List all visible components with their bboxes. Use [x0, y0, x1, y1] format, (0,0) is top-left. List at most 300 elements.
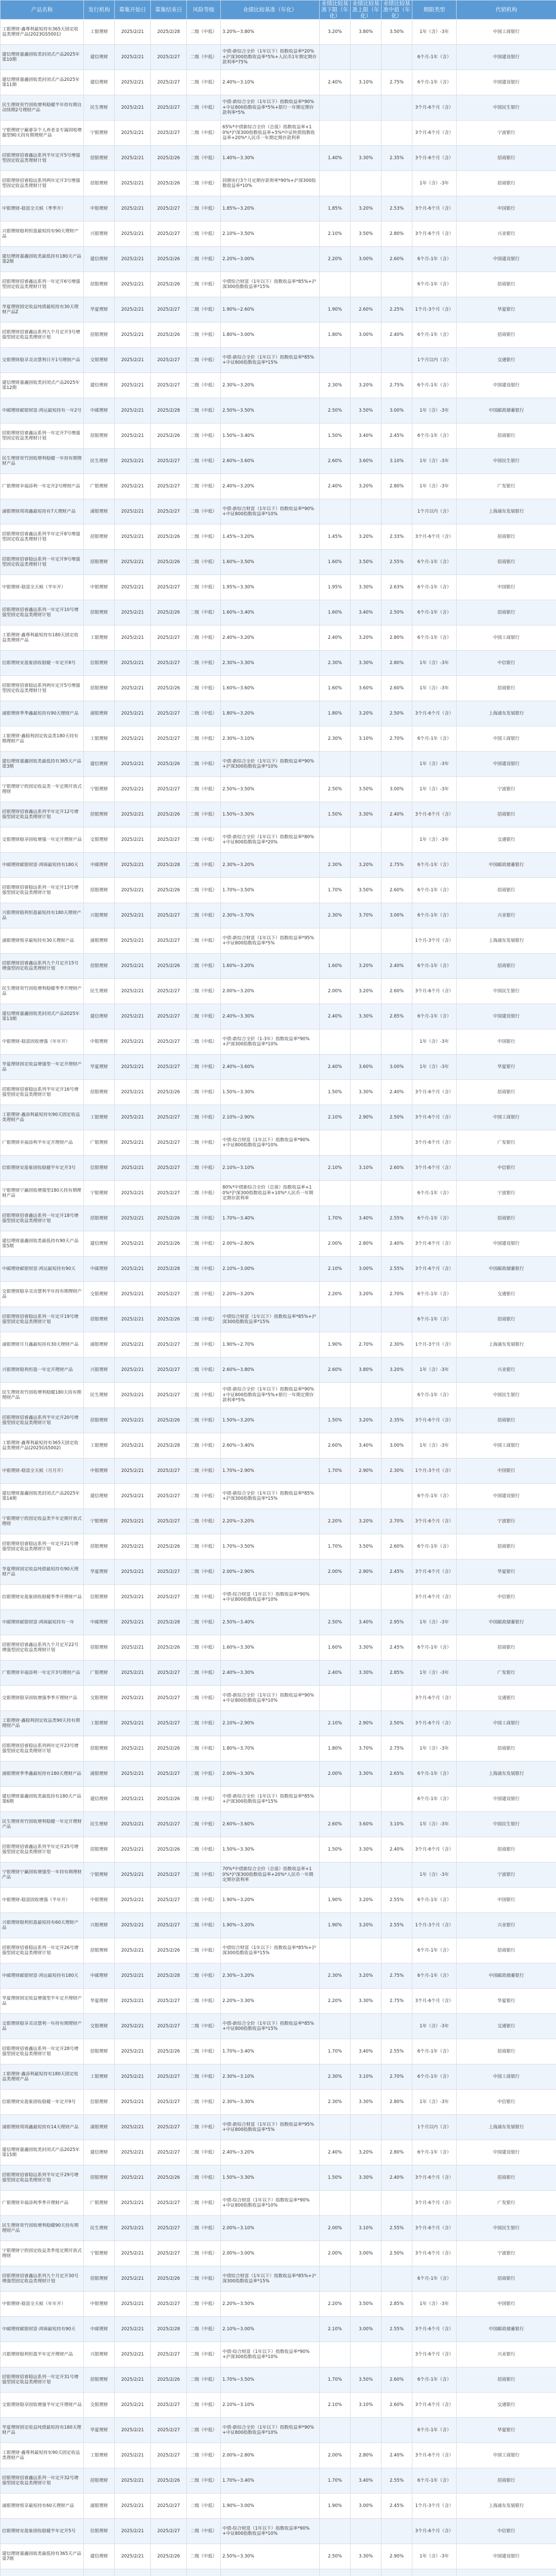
cell-product-name [1, 2266, 84, 2292]
cell-benchmark-mid: 2.75% [381, 373, 412, 398]
cell-benchmark-high: 2.70% [351, 1332, 381, 1358]
cell-product-name-text: 信银理财安盈象固收稳健一年定开8号 [2, 660, 76, 666]
cell-product-name-text: 招银理财招睿稳远系列两年定开23号增强型固定收益类理财计划 [2, 1743, 79, 1754]
cell-start-date: 2025/2/21 [115, 550, 151, 575]
cell-product-name-text: 工银理财·鑫尊利最短持有365天固定收益类理财产品(2023GS5001) [2, 26, 79, 37]
cell-benchmark [221, 272, 320, 297]
cell-risk-level [187, 2569, 221, 2576]
cell-start-date: 2025/2/21 [115, 1433, 151, 1459]
cell-term-type: 3个月-6个月（含） [412, 1257, 457, 1282]
cell-start-date: 2025/2/21 [115, 2165, 151, 2191]
cell-product-name [1, 676, 84, 701]
cell-benchmark-text: 1.50%~3.40% [222, 433, 254, 438]
cell-product-name [1, 701, 84, 726]
cell-benchmark [221, 1963, 320, 1989]
cell-issuer: 中邮理财 [84, 2317, 115, 2342]
cell-benchmark-mid: 3.00% [381, 777, 412, 802]
cell-start-date: 2025/2/21 [115, 1711, 151, 1736]
cell-product-name [1, 1787, 84, 1812]
cell-benchmark-low [320, 272, 351, 297]
cell-issuer: 华夏理财 [84, 297, 115, 323]
cell-product-name [1, 1761, 84, 1787]
cell-benchmark-high [351, 2418, 381, 2443]
cell-agent: 华夏银行 [457, 2418, 556, 2443]
cell-start-date: 2025/2/21 [115, 1938, 151, 1963]
table-row [1, 2494, 556, 2519]
cell-start-date: 2025/2/21 [115, 474, 151, 499]
cell-risk-level: 二级（中低） [187, 1888, 221, 1913]
cell-issuer: 工银理财 [84, 1105, 115, 1130]
cell-term-type: 6个月-1年（含） [412, 70, 457, 95]
cell-benchmark [221, 651, 320, 676]
cell-product-name [1, 2064, 84, 2090]
cell-product-name-text: 招银理财招睿鑫远系列九个月定开3号增强型固定收益类理财计划 [2, 329, 80, 340]
cell-benchmark [221, 550, 320, 575]
cell-risk-level: 二级（中低） [187, 878, 221, 903]
cell-product-name-text: 中银理财-稳富全天候（半年开） [2, 584, 66, 590]
cell-benchmark-low: 1.50% [320, 1080, 351, 1105]
cell-risk-level: 二级（中低） [187, 2367, 221, 2393]
cell-issuer: 招银理财 [84, 1307, 115, 1332]
cell-benchmark-low: 1.40% [320, 146, 351, 171]
cell-benchmark-text: 中债-综合财富（1年以下）指数收益率*90%+中证800指数收益率*10% [222, 1137, 310, 1148]
cell-risk-level: 二级（中低） [187, 398, 221, 423]
cell-risk-level: 二级（中低） [187, 1787, 221, 1812]
cell-issuer: 工银理财 [84, 1711, 115, 1736]
cell-risk-level: 二级（中低） [187, 247, 221, 272]
cell-start-date: 2025/2/21 [115, 1080, 151, 1105]
cell-end-date [151, 2569, 187, 2576]
cell-product-name [1, 575, 84, 600]
cell-end-date: 2025/2/27 [151, 625, 187, 651]
table-row [1, 1408, 556, 1433]
cell-term-type: 6个月-1年（含） [412, 1938, 457, 1963]
cell-term-type: 3个月-6个月（含） [412, 1080, 457, 1105]
cell-product-name-text: 兴银理财稳利恒盈半年定开理财产品 [2, 2351, 73, 2357]
cell-term-type: 1年（含）-3年 [412, 777, 457, 802]
cell-agent: 中国邮政储蓄银行 [457, 853, 556, 878]
cell-product-name-text: 广银理财幸福添利季季开理财产品 [2, 2200, 68, 2206]
cell-term-type: 3个月-6个月（含） [412, 1509, 457, 1534]
cell-product-name [1, 70, 84, 95]
cell-issuer: 招银理财 [84, 1206, 115, 1231]
cell-benchmark-high: 3.10% [351, 2064, 381, 2090]
cell-end-date: 2025/2/27 [151, 70, 187, 95]
header-end-date: 募集结束日 [151, 1, 187, 20]
cell-benchmark-text: 中债-综合财富（1年以下）指数收益率*90%+中证800指数收益率*10% [222, 2197, 310, 2208]
cell-benchmark [221, 348, 320, 373]
cell-benchmark-mid: 2.60% [381, 2393, 412, 2418]
cell-risk-level: 二级（中低） [187, 348, 221, 373]
cell-benchmark [221, 1181, 320, 1206]
cell-product-name [1, 1888, 84, 1913]
cell-benchmark-high: 3.70% [351, 1736, 381, 1761]
cell-product-name [1, 373, 84, 398]
cell-start-date: 2025/2/21 [115, 878, 151, 903]
cell-term-type: 1年（含）-3年 [412, 1610, 457, 1635]
table-row [1, 1534, 556, 1560]
cell-end-date: 2025/2/26 [151, 2468, 187, 2494]
cell-risk-level: 二级（中低） [187, 2266, 221, 2292]
table-row [1, 499, 556, 524]
table-row [1, 1963, 556, 1989]
cell-product-name-text: 中邮理财邮银财富·鸿运最短持有90天 [2, 1266, 76, 1272]
cell-benchmark-low: 1.70% [320, 2468, 351, 2494]
cell-risk-level: 二级（中低） [187, 1686, 221, 1711]
cell-end-date: 2025/2/27 [151, 2393, 187, 2418]
cell-benchmark-high: 3.50% [351, 777, 381, 802]
cell-end-date: 2025/2/27 [151, 1585, 187, 1610]
cell-benchmark-mid: 2.90% [381, 2544, 412, 2569]
cell-benchmark [221, 297, 320, 323]
cell-benchmark-text: 1.60%~3.30% [222, 1645, 254, 1650]
cell-benchmark-mid [381, 827, 412, 853]
cell-issuer: 建信理财 [84, 2140, 115, 2165]
cell-agent: 中国建设银行 [457, 247, 556, 272]
cell-term-type: 1年（含）-3年 [412, 1812, 457, 1837]
cell-term-type: 1年（含）-3年 [412, 398, 457, 423]
cell-benchmark-low: 1.50% [320, 423, 351, 449]
cell-benchmark-mid [381, 499, 412, 524]
cell-product-name [1, 1358, 84, 1383]
cell-benchmark-mid: 2.40% [381, 2443, 412, 2468]
cell-risk-level: 二级（中低） [187, 1055, 221, 1080]
cell-product-name [1, 423, 84, 449]
cell-product-name [1, 247, 84, 272]
cell-issuer: 兴银理财 [84, 222, 115, 247]
table-header [1, 1, 556, 20]
table-row [1, 1181, 556, 1206]
cell-benchmark-high: 3.30% [351, 2544, 381, 2569]
cell-product-name-text: 宁银理财宁赢睿享个人养老金专属固收增强型90天持有期理财产品 [2, 127, 82, 138]
cell-benchmark-low: 2.20% [320, 1282, 351, 1307]
cell-benchmark [221, 323, 320, 348]
cell-benchmark-high [351, 2519, 381, 2544]
cell-issuer: 中邮理财 [84, 398, 115, 423]
cell-term-type: 6个月-1年（含） [412, 1282, 457, 1307]
cell-risk-level: 二级（中低） [187, 2039, 221, 2064]
cell-product-name [1, 2140, 84, 2165]
cell-issuer: 建信理财 [84, 1787, 115, 1812]
cell-start-date: 2025/2/21 [115, 625, 151, 651]
header-start-date: 募集开始日 [115, 1, 151, 20]
cell-benchmark-high [351, 1686, 381, 1711]
cell-benchmark-mid: 2.50% [381, 2241, 412, 2266]
cell-benchmark-high [351, 121, 381, 146]
cell-agent: 中信银行 [457, 1585, 556, 1610]
cell-issuer: 招银理财 [84, 2468, 115, 2494]
cell-end-date: 2025/2/27 [151, 2494, 187, 2519]
cell-term-type: 6个月-1年（含） [412, 1206, 457, 1231]
cell-benchmark-mid: 2.40% [381, 954, 412, 979]
cell-issuer: 兴银理财 [84, 1913, 115, 1938]
cell-product-name [1, 827, 84, 853]
cell-product-name [1, 1004, 84, 1029]
cell-term-type: 1年（含）-3年 [412, 1862, 457, 1888]
cell-product-name-text: 华夏理财固定收益增强型半年定开理财产品 [2, 1995, 82, 2006]
cell-product-name-text: 建信理财嘉鑫固收类最低持有365天产品第3期 [2, 758, 81, 769]
cell-issuer: 中邮理财 [84, 1257, 115, 1282]
cell-benchmark-mid [381, 2191, 412, 2216]
cell-benchmark-mid: 3.00% [381, 903, 412, 928]
cell-risk-level: 二级（中低） [187, 1963, 221, 1989]
table-row [1, 701, 556, 726]
cell-start-date: 2025/2/21 [115, 1837, 151, 1862]
cell-benchmark-high: 3.80% [351, 1358, 381, 1383]
cell-benchmark [221, 1888, 320, 1913]
cell-risk-level: 二级（中低） [187, 1761, 221, 1787]
cell-benchmark-text: 1.60%~3.50% [222, 559, 254, 565]
cell-product-name [1, 1711, 84, 1736]
cell-issuer: 工银理财 [84, 726, 115, 752]
table-row [1, 1257, 556, 1282]
cell-product-name-text: 工银理财·鑫尊利最短持有365天固定收益类理财产品(2025GS5002) [2, 1440, 79, 1451]
table-row [1, 600, 556, 625]
cell-risk-level: 二级（中低） [187, 1459, 221, 1484]
cell-risk-level: 二级（中低） [187, 2494, 221, 2519]
cell-product-name [1, 1862, 84, 1888]
cell-agent: 招商银行 [457, 1736, 556, 1761]
cell-product-name [1, 2165, 84, 2191]
table-row [1, 903, 556, 928]
cell-benchmark [221, 1509, 320, 1534]
cell-agent: 招商银行 [457, 2468, 556, 2494]
cell-risk-level: 二级（中低） [187, 2443, 221, 2468]
cell-risk-level: 二级（中低） [187, 1812, 221, 1837]
cell-start-date: 2025/2/21 [115, 726, 151, 752]
cell-product-name-text: 信银理财安盈象固收稳健半年定开5号 [2, 2528, 76, 2534]
cell-benchmark-low: 2.00% [320, 979, 351, 1004]
cell-benchmark-mid: 2.80% [381, 651, 412, 676]
cell-risk-level: 二级（中低） [187, 827, 221, 853]
cell-benchmark [221, 1206, 320, 1231]
table-row [1, 222, 556, 247]
cell-benchmark-high: 3.50% [351, 1534, 381, 1560]
cell-product-name [1, 1383, 84, 1408]
cell-start-date: 2025/2/21 [115, 2014, 151, 2039]
cell-benchmark-low [320, 2266, 351, 2292]
cell-start-date: 2025/2/21 [115, 1812, 151, 1837]
table-row [1, 2140, 556, 2165]
cell-product-name-text: 工银理财·鑫添利最短持有180天固定收益类理财产品 [2, 2071, 79, 2082]
cell-agent: 招商银行 [457, 954, 556, 979]
cell-product-name-text: 浦银理财周周鑫最短持有14天理财产品 [2, 2124, 79, 2130]
cell-product-name [1, 2544, 84, 2569]
cell-benchmark-low: 2.30% [320, 726, 351, 752]
cell-agent: 宁波银行 [457, 1181, 556, 1206]
cell-benchmark-high: 3.20% [351, 979, 381, 1004]
cell-benchmark-text: 3.20%~3.80% [222, 29, 254, 35]
cell-issuer: 华夏理财 [84, 2418, 115, 2443]
cell-product-name-text: 兴银理财稳利恒盈最短持有180天理财产品 [2, 910, 81, 921]
cell-benchmark-high: 3.10% [351, 1156, 381, 1181]
cell-start-date: 2025/2/21 [115, 2367, 151, 2393]
cell-product-name [1, 550, 84, 575]
cell-agent: 兴业银行 [457, 222, 556, 247]
cell-benchmark-text: 1.90%~2.60% [222, 307, 254, 312]
cell-term-type: 6个月-1年（含） [412, 2140, 457, 2165]
cell-agent: 招商银行 [457, 878, 556, 903]
cell-end-date: 2025/2/26 [151, 1635, 187, 1660]
cell-issuer: 浦银理财 [84, 701, 115, 726]
cell-product-name-text: 华夏理财固定收益纯债最短持有180天理财产品 [2, 2425, 81, 2435]
cell-issuer: 建信理财 [84, 45, 115, 70]
cell-agent: 中国邮政储蓄银行 [457, 1610, 556, 1635]
cell-benchmark-low: 3.20% [320, 20, 351, 45]
cell-start-date: 2025/2/21 [115, 1585, 151, 1610]
cell-benchmark-high: 3.20% [351, 1509, 381, 1534]
table-row [1, 1913, 556, 1938]
cell-issuer: 招银理财 [84, 550, 115, 575]
cell-product-name [1, 2014, 84, 2039]
cell-product-name [1, 1963, 84, 1989]
cell-benchmark [221, 701, 320, 726]
cell-issuer: 华夏理财 [84, 1989, 115, 2014]
cell-benchmark-text: 2.50%~3.50% [222, 408, 254, 413]
cell-benchmark-high [351, 95, 381, 121]
cell-product-name-text: 招银理财招睿稳远系列一年定开13号增强型固定收益类理财计划 [2, 885, 79, 895]
cell-agent: 中国邮政储蓄银行 [457, 1963, 556, 1989]
cell-product-name [1, 878, 84, 903]
cell-term-type: 6个月-1年（含） [412, 323, 457, 348]
cell-benchmark-text: 2.20%~3.20% [222, 1518, 254, 1524]
cell-start-date: 2025/2/21 [115, 1408, 151, 1433]
table-row [1, 2216, 556, 2241]
cell-issuer: 宁银理财 [84, 2241, 115, 2266]
cell-benchmark-high [351, 1484, 381, 1509]
cell-term-type: 6个月-1年（含） [412, 575, 457, 600]
cell-agent: 招商银行 [457, 600, 556, 625]
cell-issuer: 招银理财 [84, 1080, 115, 1105]
cell-agent: 招商银行 [457, 171, 556, 196]
cell-term-type: 3个月-6个月（含） [412, 2443, 457, 2468]
cell-benchmark-text: 1.80%~3.70% [222, 1745, 254, 1751]
cell-benchmark-low [320, 827, 351, 853]
cell-start-date: 2025/2/21 [115, 1635, 151, 1660]
cell-agent: 招商银行 [457, 2039, 556, 2064]
cell-agent: 中国民生银行 [457, 1812, 556, 1837]
cell-benchmark-mid: 2.60% [381, 247, 412, 272]
cell-term-type: 3个月-6个月（含） [412, 146, 457, 171]
cell-benchmark [221, 2468, 320, 2494]
cell-start-date: 2025/2/21 [115, 1383, 151, 1408]
cell-benchmark [221, 1257, 320, 1282]
cell-product-name [1, 979, 84, 1004]
cell-benchmark-text: 1.60%~3.40% [222, 609, 254, 615]
cell-issuer: 信银理财 [84, 651, 115, 676]
cell-risk-level: 二级（中低） [187, 70, 221, 95]
cell-benchmark [221, 1610, 320, 1635]
cell-risk-level: 二级（中低） [187, 171, 221, 196]
cell-end-date: 2025/2/26 [151, 2039, 187, 2064]
cell-start-date: 2025/2/21 [115, 1105, 151, 1130]
cell-start-date: 2025/2/21 [115, 1282, 151, 1307]
cell-term-type: 6个月-1年（含） [412, 1635, 457, 1660]
cell-end-date: 2025/2/27 [151, 2191, 187, 2216]
table-row [1, 2443, 556, 2468]
header-product-name: 产品名称 [1, 1, 84, 20]
cell-benchmark-low [320, 1862, 351, 1888]
cell-end-date: 2025/2/26 [151, 954, 187, 979]
cell-term-type: 6个月-1年（含） [412, 1963, 457, 1989]
cell-start-date: 2025/2/21 [115, 1332, 151, 1358]
cell-product-name [1, 146, 84, 171]
table-row [1, 752, 556, 777]
cell-benchmark-high: 3.10% [351, 726, 381, 752]
table-row [1, 2014, 556, 2039]
cell-agent: 上海浦东发展银行 [457, 2115, 556, 2140]
table-row [1, 398, 556, 423]
cell-benchmark [221, 575, 320, 600]
cell-end-date: 2025/2/28 [151, 1257, 187, 1282]
cell-benchmark [221, 398, 320, 423]
cell-agent: 上海浦东发展银行 [457, 2494, 556, 2519]
cell-benchmark-text: 1.60%~3.60% [222, 685, 254, 691]
cell-risk-level: 二级（中低） [187, 1585, 221, 1610]
cell-benchmark-high [351, 1862, 381, 1888]
cell-benchmark [221, 2519, 320, 2544]
header-row [1, 1, 556, 20]
cell-agent: 招商银行 [457, 2266, 556, 2292]
cell-benchmark-low: 1.60% [320, 600, 351, 625]
cell-term-type: 1年（含）-3年 [412, 474, 457, 499]
cell-term-type: 3个月-6个月（含） [412, 1560, 457, 1585]
table-row [1, 70, 556, 95]
table-row [1, 1635, 556, 1660]
cell-term-type: 3个月-6个月（含） [412, 2519, 457, 2544]
cell-benchmark-text: 中债综合财富（1年以下）指数收益率*85%+沪深300指数收益率*15% [222, 2273, 317, 2284]
cell-agent: 中国工商银行 [457, 1105, 556, 1130]
cell-product-name [1, 2342, 84, 2367]
cell-start-date: 2025/2/21 [115, 247, 151, 272]
cell-product-name-text: 招银理财招睿鑫远系列九个月定开15号增强型固定收益类理财计划 [2, 960, 79, 971]
table-row [1, 2241, 556, 2266]
cell-benchmark-text: 中债-新综合全价（1年以下）指数收益率*90%+中证800指数收益率*10% [222, 2425, 315, 2435]
cell-agent: 中国银行 [457, 1459, 556, 1484]
cell-product-name-text: 交银理财稳享固收增强一年定开理财产品 [2, 837, 82, 842]
cell-product-name-text: 华夏理财固定收益纯债最短持有90天理财产品 [2, 1566, 79, 1577]
cell-end-date: 2025/2/27 [151, 196, 187, 222]
cell-end-date: 2025/2/26 [151, 323, 187, 348]
cell-agent: 中国银行 [457, 2292, 556, 2317]
cell-product-name [1, 524, 84, 550]
cell-product-name [1, 222, 84, 247]
cell-product-name [1, 726, 84, 752]
cell-benchmark-low: 2.20% [320, 1509, 351, 1534]
cell-benchmark-high [351, 928, 381, 954]
cell-benchmark-mid: 3.00% [381, 1055, 412, 1080]
cell-risk-level: 二级（中低） [187, 1534, 221, 1560]
cell-product-name-text: 建信理财嘉鑫固收类封闭式产品2025年第12期 [2, 380, 80, 391]
cell-agent: 中国银行 [457, 1029, 556, 1055]
cell-start-date: 2025/2/21 [115, 1963, 151, 1989]
cell-risk-level: 二级（中低） [187, 20, 221, 45]
cell-benchmark [221, 146, 320, 171]
cell-benchmark [221, 1761, 320, 1787]
cell-benchmark-high: 3.00% [351, 1257, 381, 1282]
cell-benchmark [221, 1029, 320, 1055]
cell-end-date: 2025/2/26 [151, 524, 187, 550]
table-row [1, 171, 556, 196]
cell-end-date: 2025/2/26 [151, 1206, 187, 1231]
table-row [1, 1055, 556, 1080]
cell-product-name-text: 招银理财招睿鑫远系列一年定开28号增强型固定收益类理财计划 [2, 2046, 79, 2057]
table-row [1, 1383, 556, 1408]
cell-product-name [1, 1610, 84, 1635]
cell-benchmark [221, 1938, 320, 1963]
cell-benchmark [221, 2494, 320, 2519]
cell-benchmark-high: 3.30% [351, 651, 381, 676]
